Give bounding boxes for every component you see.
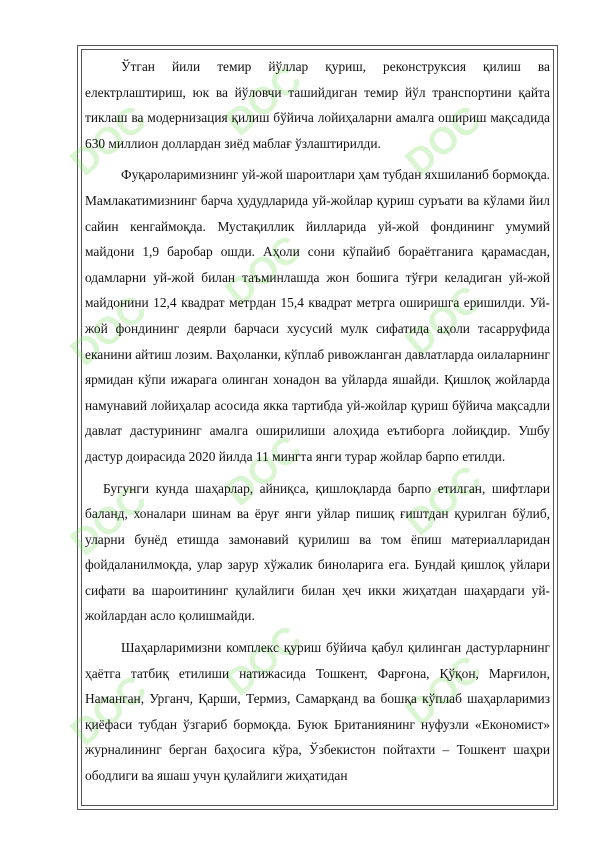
watermark-text: DOC — [218, 227, 310, 315]
watermark-text: DOC — [63, 667, 155, 755]
watermark-text: DOC — [63, 97, 155, 185]
watermark-text: DOC — [398, 277, 490, 365]
watermark-text: DOC — [398, 457, 490, 545]
watermark-text: DOC — [63, 287, 155, 375]
watermark-text: DOC — [63, 477, 155, 565]
watermark-text: DOC — [218, 427, 310, 515]
body-text — [82, 50, 553, 789]
watermark-text: DOC — [218, 57, 310, 145]
paragraph-rural-houses: Бугунги кунда шаҳарлар, айниқса, қишлоқларда барпо етилган, шифтлари баланд, хоналари шинам ва ёруғ янги уйлар пишиқ ғиштдан қурилган бўлиб, уларни бунёд етишда замонавий қурилиш ва том ёпиш материалларидан фойдаланилмоқда, улар зарур хўжалик биноларига ега. Бундай қишлоқ уйлари сифати ва шароитининг қулайлиги билан ҳеч икки жиҳатдан шаҳардаги уй-жойлардан асло қолишмайди. — [85, 480, 550, 624]
paragraph-housing: Фуқароларимизнинг уй-жой шароитлари ҳам тубдан яхшиланиб бормоқда. Мамлакатимизнинг барча ҳудудларида уй-жойлар қуриш суръати ва кўлами йил сайин кенгаймоқда. Мустақиллик йилларида уй-жой фондининг умумий майдони 1,9 баробар ошди. Аҳоли сони кўпайиб бораётганига қарамасдан, одамларни уй-жой билан таъминлашда жон бошига тўғри келадиган уй-жой майдонини 12,4 квадрат метрдан 15,4 квадрат метрга оширишга еришилди. Уй-жой фондининг деярли барчаси хусусий мулк сифатида аҳоли тасарруфида еканини айтиш лозим. Ваҳоланки, кўплаб ривожланган давлатларда оилаларнинг ярмидан кўпи ижарага олинган хонадон ва уйларда яшайди. Қишлоқ жойларда намунавий лойиҳалар асосида якка тартибда уй-жойлар қуриш бўйича мақсадли давлат дастурининг амалга оширилиши алоҳида еътиборга лойиқдир. Ушбу дастур доирасида 2020 йилда 11 мингта янги турар жойлар барпо етилди. — [85, 167, 550, 464]
watermark-text: DOC — [398, 647, 490, 735]
watermark-text: DOC — [218, 617, 310, 705]
watermark-text: DOC — [398, 97, 490, 185]
paragraph-railways: Ўтган йили темир йўллар қуриш, реконструксия қилиш ва електрлаштириш, юк ва йўловчи ташийдиган темир йўл транспортини қайта тиклаш ва модернизация қилиш бўйича лойиҳаларни амалга ошириш мақсадида 630 миллион доллардан зиёд маблағ ўзлаштирилди. — [85, 59, 550, 151]
paragraph-cities: Шаҳарларимизни комплекс қуриш бўйича қабул қилинган дастурларнинг ҳаётга татбиқ етилиши натижасида Тошкент, Фарғона, Қўқон, Марғилон, Наманган, Урганч, Қарши, Термиз, Самарқанд ва бошқа кўплаб шаҳарларимиз қиёфаси тубдан ўзгариб бормоқда. Буюк Британиянинг нуфузли «Економист» журналининг берган баҳосига кўра, Ўзбекистон пойтахти – Тошкент шаҳри ободлиги ва яшаш учун қулайлиги жиҳатидан — [85, 640, 550, 784]
page-border-inner — [63, 49, 554, 806]
